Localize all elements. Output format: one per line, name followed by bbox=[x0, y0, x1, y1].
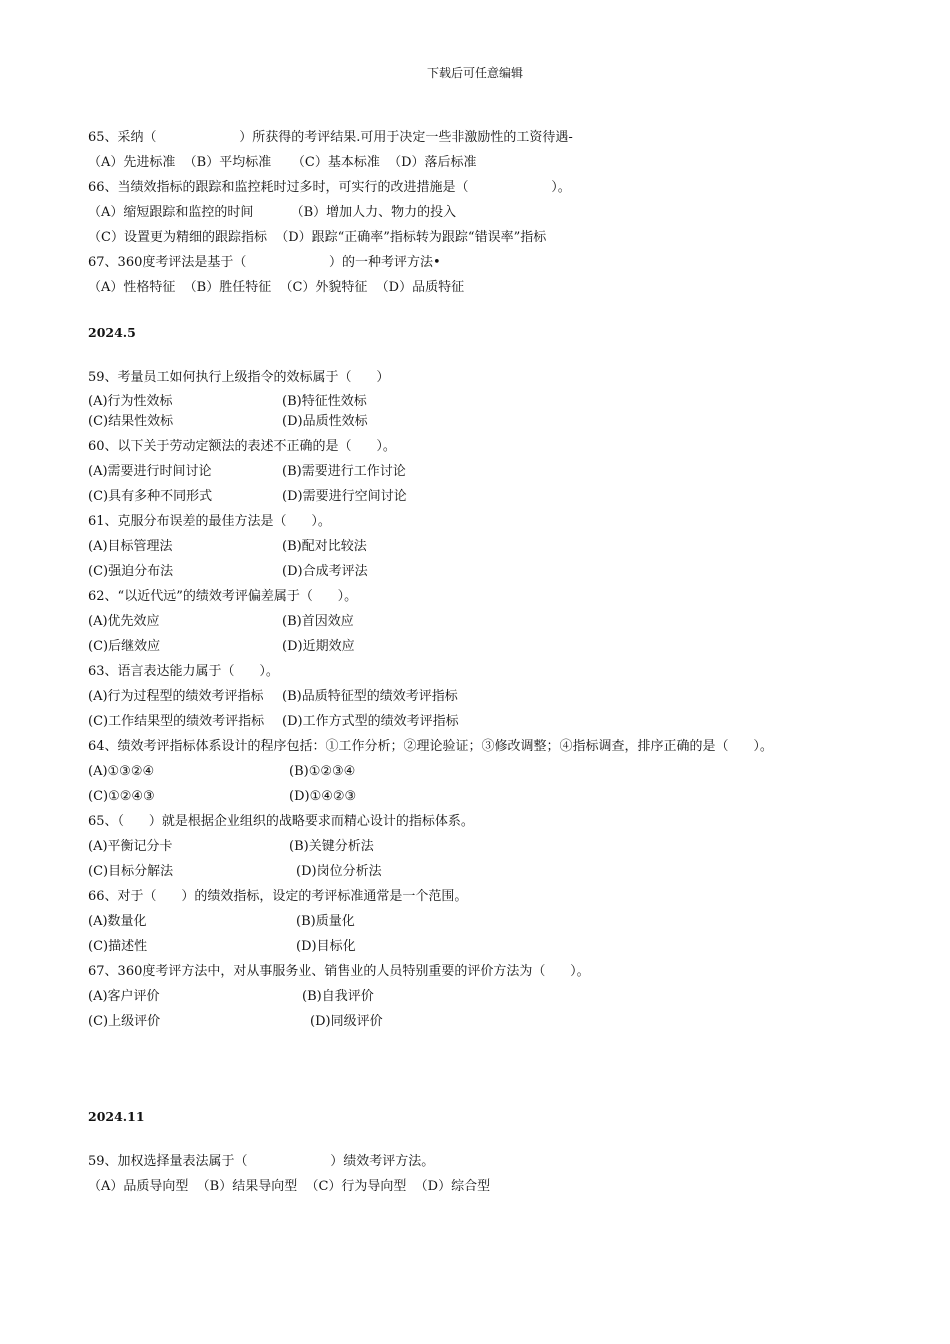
option-c: (C)工作结果型的绩效考评指标 bbox=[88, 714, 265, 729]
option-a: (A)目标管理法 bbox=[88, 539, 173, 554]
options-row bbox=[88, 984, 928, 1009]
options-row bbox=[88, 459, 928, 484]
option-c: (C)上级评价 bbox=[88, 1014, 161, 1029]
question-60: 60、以下关于劳动定额法的表述不正确的是（ ）。 bbox=[88, 439, 396, 454]
option-d: (D)工作方式型的绩效考评指标 bbox=[282, 714, 459, 729]
option-a: (A)行为过程型的绩效考评指标 bbox=[88, 689, 264, 704]
option-a: (A)平衡记分卡 bbox=[88, 839, 173, 854]
option-b: (B)品质特征型的绩效考评指标 bbox=[282, 689, 458, 704]
options-row bbox=[88, 909, 928, 934]
options-line: （A）先进标准 （B）平均标准 （C）基本标准 （D）落后标准 bbox=[88, 155, 477, 170]
option-b: (B)特征性效标 bbox=[282, 394, 367, 409]
options-row bbox=[88, 759, 928, 784]
question-67: 67、360度考评方法中，对从事服务业、销售业的人员特别重要的评价方法为（ ）。 bbox=[88, 964, 590, 979]
option-d: (D)品质性效标 bbox=[282, 414, 368, 429]
option-d: (D)需要进行空间讨论 bbox=[282, 489, 407, 504]
options-line: （A）品质导向型 （B）结果导向型 （C）行为导向型 （D）综合型 bbox=[88, 1179, 491, 1194]
options-row bbox=[88, 859, 928, 884]
question-59: 59、加权选择量表法属于（ ）绩效考评方法。 bbox=[88, 1154, 435, 1169]
question-line: 67、360度考评法是基于（ ）的一种考评方法• bbox=[88, 255, 441, 270]
option-b: (B)①②③④ bbox=[289, 764, 356, 779]
question-62: 62、“以近代远”的绩效考评偏差属于（ ）。 bbox=[88, 589, 358, 604]
options-line: （A）性格特征 （B）胜任特征 （C）外貌特征 （D）品质特征 bbox=[88, 280, 465, 295]
options-row bbox=[88, 934, 928, 959]
options-row bbox=[88, 684, 928, 709]
question-64: 64、绩效考评指标体系设计的程序包括：①工作分析；②理论验证；③修改调整；④指标调查，排序正确的是（ ）。 bbox=[88, 739, 773, 754]
options-row bbox=[88, 784, 928, 809]
option-a: (A)需要进行时间讨论 bbox=[88, 464, 212, 479]
options-row bbox=[88, 409, 928, 434]
options-row bbox=[88, 484, 928, 509]
options-row bbox=[88, 709, 928, 734]
option-a: (A)①③②④ bbox=[88, 764, 155, 779]
question-63: 63、语言表达能力属于（ ）。 bbox=[88, 664, 279, 679]
option-b: (B)质量化 bbox=[296, 914, 355, 929]
option-c: (C)结果性效标 bbox=[88, 414, 174, 429]
options-line: （A）缩短跟踪和监控的时间 （B）增加人力、物力的投入 bbox=[88, 205, 457, 220]
option-d: (D)近期效应 bbox=[282, 639, 355, 654]
options-row bbox=[88, 390, 928, 409]
option-a: (A)优先效应 bbox=[88, 614, 160, 629]
option-c: (C)描述性 bbox=[88, 939, 148, 954]
options-row bbox=[88, 1009, 928, 1034]
question-line: 65、采纳（ ）所获得的考评结果.可用于决定一些非激励性的工资待遇- bbox=[88, 130, 573, 145]
option-b: (B)配对比较法 bbox=[282, 539, 367, 554]
options-row bbox=[88, 559, 928, 584]
option-d: (D)①④②③ bbox=[289, 789, 357, 804]
option-b: (B)关键分析法 bbox=[289, 839, 374, 854]
options-row bbox=[88, 834, 928, 859]
option-d: (D)岗位分析法 bbox=[296, 864, 382, 879]
option-c: (C)目标分解法 bbox=[88, 864, 174, 879]
option-b: (B)首因效应 bbox=[282, 614, 354, 629]
options-row bbox=[88, 609, 928, 634]
option-c: (C)后继效应 bbox=[88, 639, 161, 654]
option-a: (A)客户评价 bbox=[88, 989, 160, 1004]
option-c: (C)具有多种不同形式 bbox=[88, 489, 213, 504]
option-d: (D)目标化 bbox=[296, 939, 356, 954]
section-heading: 2024.11 bbox=[88, 1109, 145, 1124]
option-a: (A)数量化 bbox=[88, 914, 147, 929]
option-a: (A)行为性效标 bbox=[88, 394, 173, 409]
question-65: 65、（ ）就是根据企业组织的战略要求而精心设计的指标体系。 bbox=[88, 814, 474, 829]
section-heading: 2024.5 bbox=[88, 325, 136, 340]
options-row bbox=[88, 634, 928, 659]
options-line: （C）设置更为精细的跟踪指标 （D）跟踪“正确率”指标转为跟踪“错误率”指标 bbox=[88, 230, 547, 245]
question-59: 59、考量员工如何执行上级指令的效标属于（ ） bbox=[88, 370, 390, 385]
option-d: (D)同级评价 bbox=[310, 1014, 383, 1029]
question-line: 66、当绩效指标的跟踪和监控耗时过多时，可实行的改进措施是（ ）。 bbox=[88, 180, 571, 195]
document-body bbox=[88, 125, 928, 1199]
option-b: (B)自我评价 bbox=[302, 989, 374, 1004]
option-c: (C)①②④③ bbox=[88, 789, 155, 804]
question-66: 66、对于（ ）的绩效指标，设定的考评标准通常是一个范围。 bbox=[88, 889, 468, 904]
page-header: 下载后可任意编辑 bbox=[426, 66, 523, 80]
options-row bbox=[88, 534, 928, 559]
option-b: (B)需要进行工作讨论 bbox=[282, 464, 406, 479]
question-61: 61、克服分布误差的最佳方法是（ ）。 bbox=[88, 514, 331, 529]
option-c: (C)强迫分布法 bbox=[88, 564, 174, 579]
option-d: (D)合成考评法 bbox=[282, 564, 368, 579]
